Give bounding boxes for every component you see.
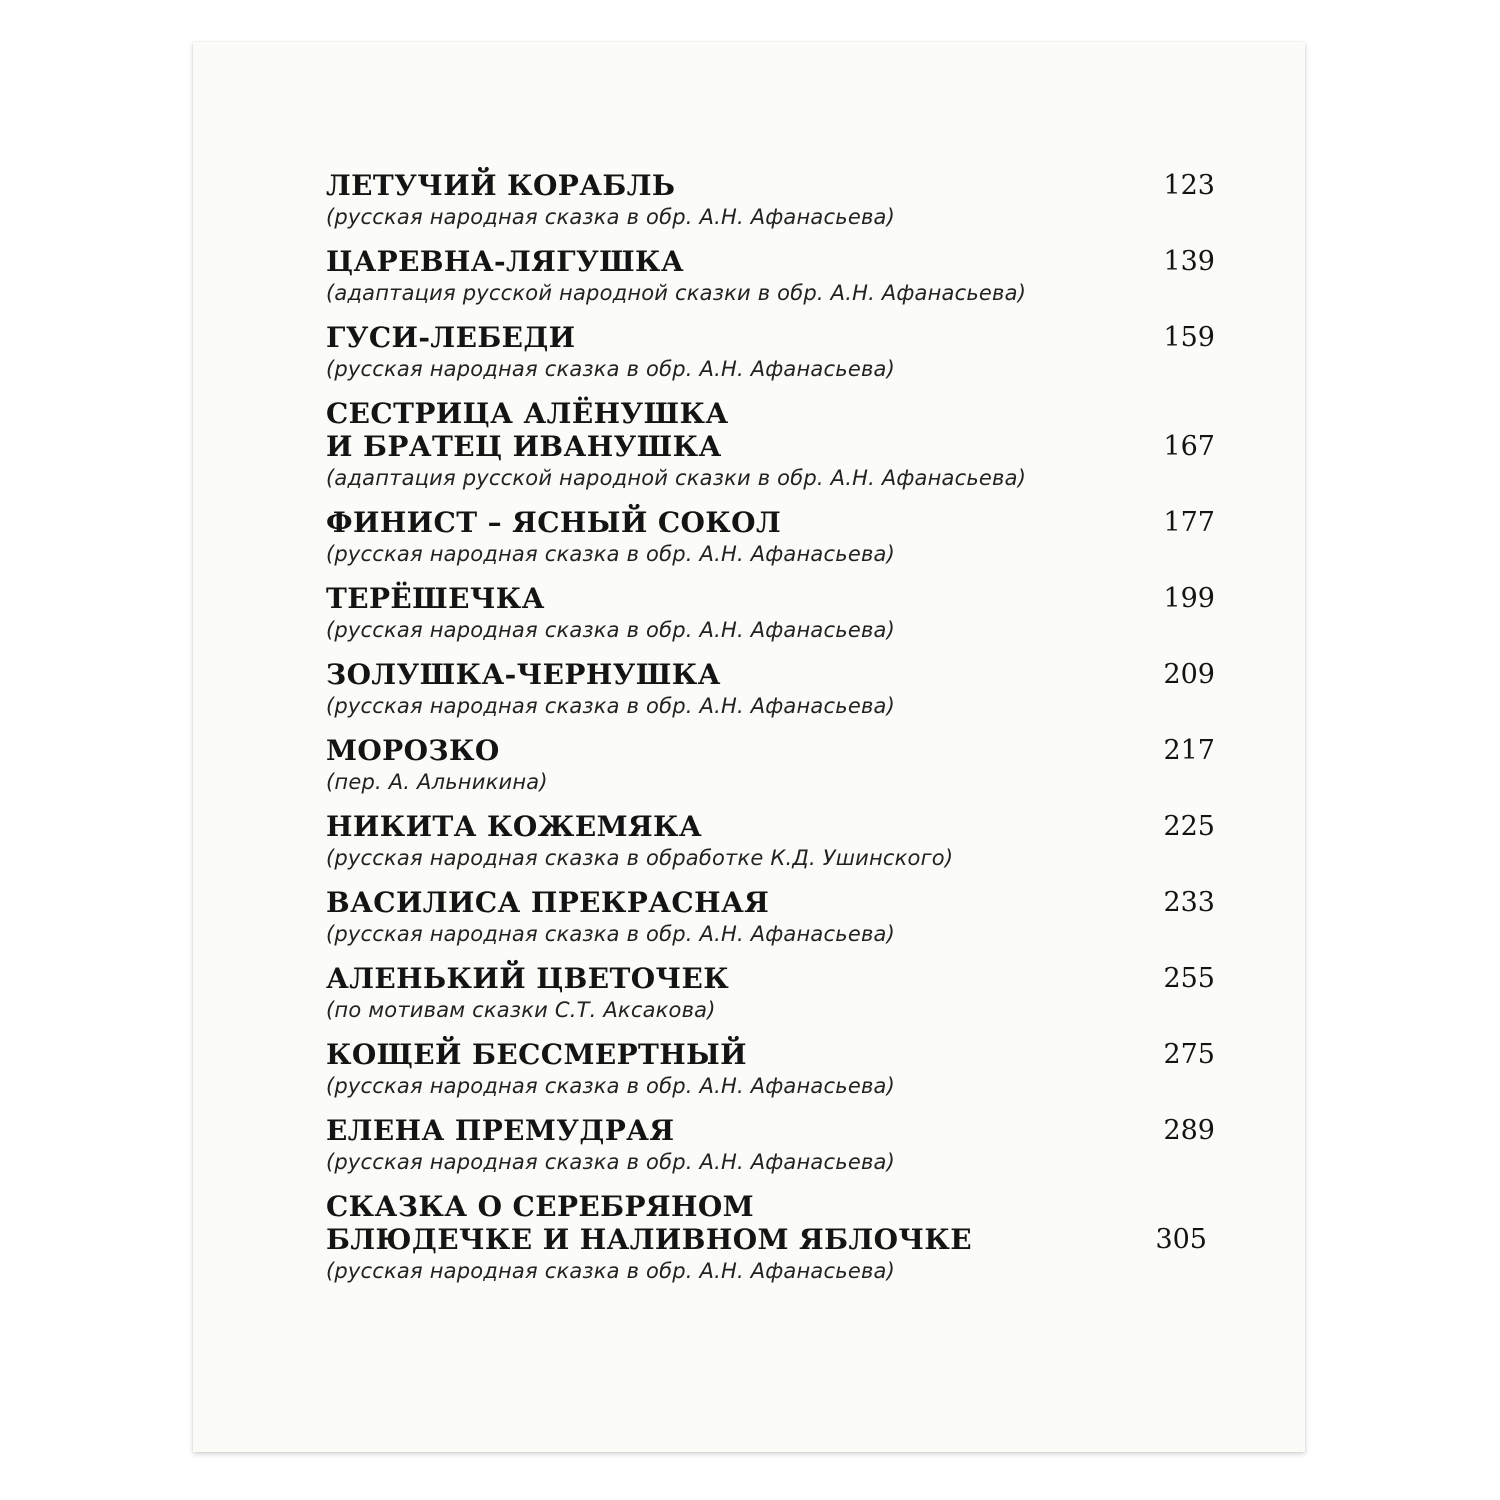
entry-page-number: 139: [1163, 246, 1215, 277]
entry-page-number: 233: [1163, 887, 1215, 918]
toc-entry: [326, 1038, 1215, 1114]
toc-entry: [326, 1190, 1215, 1299]
entry-title-line-2: БЛЮДЕЧКЕ И НАЛИВНОМ ЯБЛОЧКЕ: [326, 1223, 972, 1256]
entry-subtitle: (русская народная сказка в обр. А.Н. Афанасьева): [326, 1074, 895, 1098]
entry-title: НИКИТА КОЖЕМЯКА: [326, 810, 703, 843]
entry-title: ЗОЛУШКА-ЧЕРНУШКА: [326, 658, 721, 691]
entry-page-number: 159: [1163, 322, 1215, 353]
entry-title-line-2: И БРАТЕЦ ИВАНУШКА: [326, 430, 722, 463]
entry-subtitle: (пер. А. Альникина): [326, 770, 548, 794]
entry-subtitle: (русская народная сказка в обработке К.Д. Ушинского): [326, 846, 954, 870]
toc-entry: [326, 658, 1215, 734]
entry-subtitle: (адаптация русской народной сказки в обр. А.Н. Афанасьева): [326, 281, 1027, 305]
entry-subtitle: (по мотивам сказки С.Т. Аксакова): [326, 998, 716, 1022]
entry-title: ГУСИ-ЛЕБЕДИ: [326, 321, 576, 354]
toc-entry: [326, 1114, 1215, 1190]
entry-title: АЛЕНЬКИЙ ЦВЕТОЧЕК: [326, 962, 730, 995]
entry-subtitle: (русская народная сказка в обр. А.Н. Афанасьева): [326, 694, 895, 718]
entry-page-number: 289: [1163, 1115, 1215, 1146]
entry-title: СЕСТРИЦА АЛЁНУШКА: [326, 397, 729, 430]
entry-subtitle: (русская народная сказка в обр. А.Н. Афанасьева): [326, 1150, 895, 1174]
book-page: [193, 42, 1305, 1452]
entry-page-number: 305: [1155, 1224, 1207, 1255]
entry-title: ЕЛЕНА ПРЕМУДРАЯ: [326, 1114, 675, 1147]
entry-title: ВАСИЛИСА ПРЕКРАСНАЯ: [326, 886, 770, 919]
entry-subtitle: (русская народная сказка в обр. А.Н. Афанасьева): [326, 205, 895, 229]
table-of-contents: [326, 169, 1215, 1299]
entry-title: КОЩЕЙ БЕССМЕРТНЫЙ: [326, 1038, 748, 1071]
entry-title: ЛЕТУЧИЙ КОРАБЛЬ: [326, 169, 676, 202]
toc-entry: [326, 886, 1215, 962]
entry-page-number: 255: [1163, 963, 1215, 994]
entry-subtitle: (русская народная сказка в обр. А.Н. Афанасьева): [326, 1259, 895, 1283]
entry-page-number: 225: [1163, 811, 1215, 842]
entry-subtitle: (русская народная сказка в обр. А.Н. Афанасьева): [326, 618, 895, 642]
entry-title: СКАЗКА О СЕРЕБРЯНОМ: [326, 1190, 755, 1223]
entry-page-number: 217: [1163, 735, 1215, 766]
entry-title: ТЕРЁШЕЧКА: [326, 582, 545, 615]
toc-entry: [326, 321, 1215, 397]
toc-entry: [326, 734, 1215, 810]
entry-page-number: 199: [1163, 583, 1215, 614]
toc-entry: [326, 169, 1215, 245]
entry-subtitle: (русская народная сказка в обр. А.Н. Афанасьева): [326, 357, 895, 381]
toc-entry: [326, 810, 1215, 886]
toc-entry: [326, 582, 1215, 658]
toc-entry: [326, 962, 1215, 1038]
toc-entry: [326, 506, 1215, 582]
entry-subtitle: (русская народная сказка в обр. А.Н. Афанасьева): [326, 922, 895, 946]
entry-page-number: 123: [1163, 170, 1215, 201]
entry-title: ФИНИСТ – ЯСНЫЙ СОКОЛ: [326, 506, 782, 539]
entry-title: ЦАРЕВНА-ЛЯГУШКА: [326, 245, 685, 278]
entry-subtitle: (адаптация русской народной сказки в обр. А.Н. Афанасьева): [326, 466, 1027, 490]
entry-subtitle: (русская народная сказка в обр. А.Н. Афанасьева): [326, 542, 895, 566]
entry-page-number: 177: [1163, 507, 1215, 538]
entry-page-number: 167: [1163, 431, 1215, 462]
entry-title: МОРОЗКО: [326, 734, 500, 767]
entry-page-number: 275: [1163, 1039, 1215, 1070]
entry-page-number: 209: [1163, 659, 1215, 690]
toc-entry: [326, 397, 1215, 506]
toc-entry: [326, 245, 1215, 321]
